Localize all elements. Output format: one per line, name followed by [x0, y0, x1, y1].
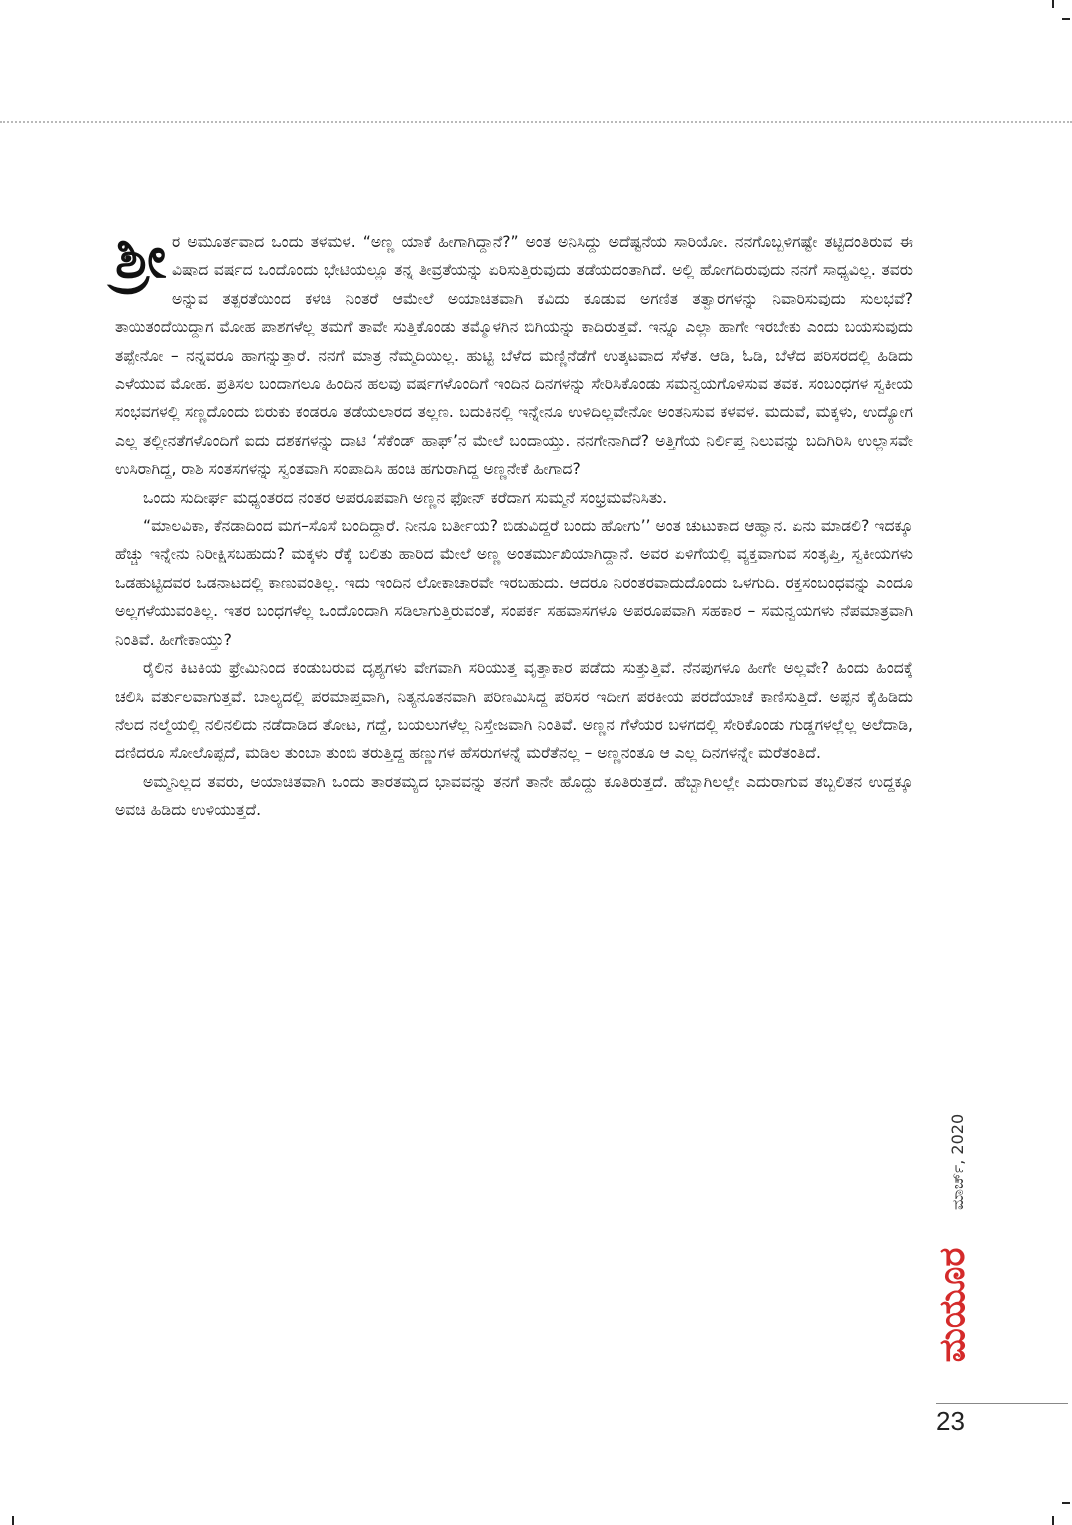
- crop-mark: [1052, 1516, 1054, 1525]
- issue-date: ಮಾರ್ಚ್, 2020: [948, 1113, 967, 1210]
- crop-mark: [1062, 18, 1070, 20]
- article-paragraph: “ಮಾಲವಿಕಾ, ಕೆನಡಾದಿಂದ ಮಗ–ಸೊಸೆ ಬಂದಿದ್ದಾರೆ. ನೀನೂ ಬರ್ತೀಯ? ಬಿಡುವಿದ್ದರೆ ಬಂದು ಹೋಗು’’ ಅಂತ ಚುಟುಕಾದ ಆಹ್ವಾನ. ಏನು ಮಾಡಲಿ? ಇದಕ್ಕೂ ಹೆಚ್ಚು ಇನ್ನೇನು ನಿರೀಕ್ಷಿಸಬಹುದು? ಮಕ್ಕಳು ರೆಕ್ಕೆ ಬಲಿತು ಹಾರಿದ ಮೇಲೆ ಅಣ್ಣ ಅಂತರ್ಮುಖಿಯಾಗಿದ್ದಾನೆ. ಅವರ ಏಳಿಗೆಯಲ್ಲಿ ವ್ಯಕ್ತವಾಗುವ ಸಂತೃಪ್ತಿ, ಸ್ವಕೀಯಗಳು ಒಡಹುಟ್ಟಿದವರ ಒಡನಾಟದಲ್ಲಿ ಕಾಣುವಂತಿಲ್ಲ. ಇದು ಇಂದಿನ ಲೋಕಾಚಾರವೇ ಇರಬಹುದು. ಆದರೂ ನಿರಂತರವಾದುದೊಂದು ಒಳಗುದಿ. ರಕ್ತಸಂಬಂಧವನ್ನು ಎಂದೂ ಅಲ್ಲಗಳೆಯುವಂತಿಲ್ಲ. ಇತರ ಬಂಧಗಳೆಲ್ಲ ಒಂದೊಂದಾಗಿ ಸಡಿಲಾಗುತ್ತಿರುವಂತೆ, ಸಂಪರ್ಕ ಸಹವಾಸಗಳೂ ಅಪರೂಪವಾಗಿ ಸಹಕಾರ – ಸಮನ್ವಯಗಳು ನೆಪಮಾತ್ರವಾಗಿ ನಿಂತಿವೆ. ಹೀಗೇಕಾಯ್ತು?: [115, 517, 913, 649]
- drop-cap: ಶ್ರೀ: [115, 223, 167, 291]
- crop-mark: [1052, 0, 1054, 8]
- crop-mark: [12, 1516, 14, 1525]
- crop-mark: [1062, 1502, 1070, 1504]
- page-number: 23: [936, 1406, 965, 1436]
- article-paragraph: ಒಂದು ಸುದೀರ್ಘ ಮಧ್ಯಂತರದ ನಂತರ ಅಪರೂಪವಾಗಿ ಅಣ್ಣನ ಫೋನ್ ಕರೆದಾಗ ಸುಮ್ಮನೆ ಸಂಭ್ರಮವೆನಿಸಿತು.: [143, 488, 668, 507]
- article-paragraph: ರೈಲಿನ ಕಿಟಕಿಯ ಫ್ರೇಮಿನಿಂದ ಕಂಡುಬರುವ ದೃಶ್ಯಗಳು ವೇಗವಾಗಿ ಸರಿಯುತ್ತ ವೃತ್ತಾಕಾರ ಪಡೆದು ಸುತ್ತುತ್ತಿವೆ. ನೆನಪುಗಳೂ ಹೀಗೇ ಅಲ್ಲವೇ? ಹಿಂದು ಹಿಂದಕ್ಕೆ ಚಲಿಸಿ ವರ್ತುಲವಾಗುತ್ತವೆ. ಬಾಲ್ಯದಲ್ಲಿ ಪರಮಾಪ್ತವಾಗಿ, ನಿತ್ಯನೂತನವಾಗಿ ಪರಿಣಮಿಸಿದ್ದ ಪರಿಸರ ಇದೀಗ ಪರಕೀಯ ಪರದೆಯಾಚೆ ಕಾಣಿಸುತ್ತಿದೆ. ಅಪ್ಪನ ಕೈಹಿಡಿದು ನೆಲದ ನಲ್ಮೆಯಲ್ಲಿ ನಲಿನಲಿದು ನಡೆದಾಡಿದ ತೋಟ, ಗದ್ದೆ, ಬಯಲುಗಳೆಲ್ಲ ನಿಸ್ತೇಜವಾಗಿ ನಿಂತಿವೆ. ಅಣ್ಣನ ಗೆಳೆಯರ ಬಳಗದಲ್ಲಿ ಸೇರಿಕೊಂಡು ಗುಡ್ಡಗಳಲ್ಲೆಲ್ಲ ಅಲೆದಾಡಿ, ದಣಿದರೂ ಸೋಲೊಪ್ಪದೆ, ಮಡಿಲ ತುಂಬಾ ತುಂಬಿ ತರುತ್ತಿದ್ದ ಹಣ್ಣುಗಳ ಹೆಸರುಗಳನ್ನೆ ಮರೆತೆನಲ್ಲ – ಅಣ್ಣನಂತೂ ಆ ಎಲ್ಲ ದಿನಗಳನ್ನೇ ಮರೆತಂತಿದೆ.: [115, 659, 913, 763]
- footer-rule: [936, 1403, 1068, 1404]
- article-paragraph: [115, 223, 913, 484]
- article-body: [115, 223, 913, 825]
- header-dotted-rule: [0, 121, 1072, 123]
- magazine-logo: ಮಯೂರ: [932, 1247, 973, 1363]
- paragraph-text: ರ ಅಮೂರ್ತವಾದ ಒಂದು ತಳಮಳ. “ಅಣ್ಣ ಯಾಕೆ ಹೀಗಾಗಿದ್ದಾನೆ?” ಅಂತ ಅನಿಸಿದ್ದು ಅದೆಷ್ಟನೆಯ ಸಾರಿಯೋ. ನನಗೊಬ್ಬಳಿಗಷ್ಟೇ ತಟ್ಟಿದಂತಿರುವ ಈ ವಿಷಾದ ವರ್ಷದ ಒಂದೊಂದು ಭೇಟಿಯಲ್ಲೂ ತನ್ನ ತೀವ್ರತೆಯನ್ನು ಏರಿಸುತ್ತಿರುವುದು ತಡೆಯದಂತಾಗಿದೆ. ಅಲ್ಲಿ ಹೋಗದಿರುವುದು ನನಗೆ ಸಾಧ್ಯವಿಲ್ಲ. ತವರು ಅನ್ನುವ ತತ್ಪರತೆಯಿಂದ ಕಳಚಿ ನಿಂತರೆ ಆಮೇಲೆ ಅಯಾಚಿತವಾಗಿ ಕವಿದು ಕೂಡುವ ಅಗಣಿತ ತತ್ವಾರಗಳನ್ನು ನಿವಾರಿಸುವುದು ಸುಲಭವೆ? ತಾಯಿತಂದೆಯಿದ್ದಾಗ ಮೋಹ ಪಾಶಗಳೆಲ್ಲ ತಮಗೆ ತಾವೇ ಸುತ್ತಿಕೊಂಡು ತಮ್ಮೊಳಗಿನ ಬಿಗಿಯನ್ನು ಕಾದಿರುತ್ತವೆ. ಇನ್ನೂ ಎಲ್ಲಾ ಹಾಗೇ ಇರಬೇಕು ಎಂದು ಬಯಸುವುದು ತಪ್ಪೇನೋ – ನನ್ನವರೂ ಹಾಗನ್ನುತ್ತಾರೆ. ನನಗೆ ಮಾತ್ರ ನೆಮ್ಮದಿಯಿಲ್ಲ. ಹುಟ್ಟಿ ಬೆಳೆದ ಮಣ್ಣಿನೆಡೆಗೆ ಉತ್ಕಟವಾದ ಸೆಳೆತ. ಆಡಿ, ಓಡಿ, ಬೆಳೆದ ಪರಿಸರದಲ್ಲಿ ಹಿಡಿದು ಎಳೆಯುವ ಮೋಹ. ಪ್ರತಿಸಲ ಬಂದಾಗಲೂ ಹಿಂದಿನ ಹಲವು ವರ್ಷಗಳೊಂದಿಗೆ ಇಂದಿನ ದಿನಗಳನ್ನು ಸೇರಿಸಿಕೊಂಡು ಸಮನ್ವಯಗೊಳಿಸುವ ತವಕ. ಸಂಬಂಧಗಳ ಸ್ವಕೀಯ ಸಂಭವಗಳಲ್ಲಿ ಸಣ್ಣದೊಂದು ಬಿರುಕು ಕಂಡರೂ ತಡೆಯಲಾರದ ತಲ್ಲಣ. ಬದುಕಿನಲ್ಲಿ ಇನ್ನೇನೂ ಉಳಿದಿಲ್ಲವೇನೋ ಅಂತನಿಸುವ ಕಳವಳ. ಮದುವೆ, ಮಕ್ಕಳು, ಉದ್ಯೋಗ ಎಲ್ಲ ತಲ್ಲೀನತೆಗಳೊಂದಿಗೆ ಐದು ದಶಕಗಳನ್ನು ದಾಟಿ ‘ಸೆಕೆಂಡ್ ಹಾಫ್’ನ ಮೇಲೆ ಬಂದಾಯ್ತು. ನನಗೇನಾಗಿದೆ? ಅತ್ತಿಗೆಯ ನಿರ್ಲಿಪ್ತ ನಿಲುವನ್ನು ಬದಿಗಿರಿಸಿ ಉಲ್ಲಾಸವೇ ಉಸಿರಾಗಿದ್ದ, ರಾಶಿ ಸಂತಸಗಳನ್ನು ಸ್ವಂತವಾಗಿ ಸಂಪಾದಿಸಿ ಹಂಚಿ ಹಗುರಾಗಿದ್ದ ಅಣ್ಣನೇಕೆ ಹೀಗಾದ?: [115, 233, 913, 479]
- article-paragraph: ಅಮ್ಮನಿಲ್ಲದ ತವರು, ಅಯಾಚಿತವಾಗಿ ಒಂದು ತಾರತಮ್ಯದ ಭಾವವನ್ನು ತನಗೆ ತಾನೇ ಹೊದ್ದು ಕೂತಿರುತ್ತದೆ. ಹೆಬ್ಬಾಗಿಲಲ್ಲೇ ಎದುರಾಗುವ ತಬ್ಬಲಿತನ ಉದ್ದಕ್ಕೂ ಅವಚಿ ಹಿಡಿದು ಉಳಿಯುತ್ತದೆ.: [115, 772, 913, 820]
